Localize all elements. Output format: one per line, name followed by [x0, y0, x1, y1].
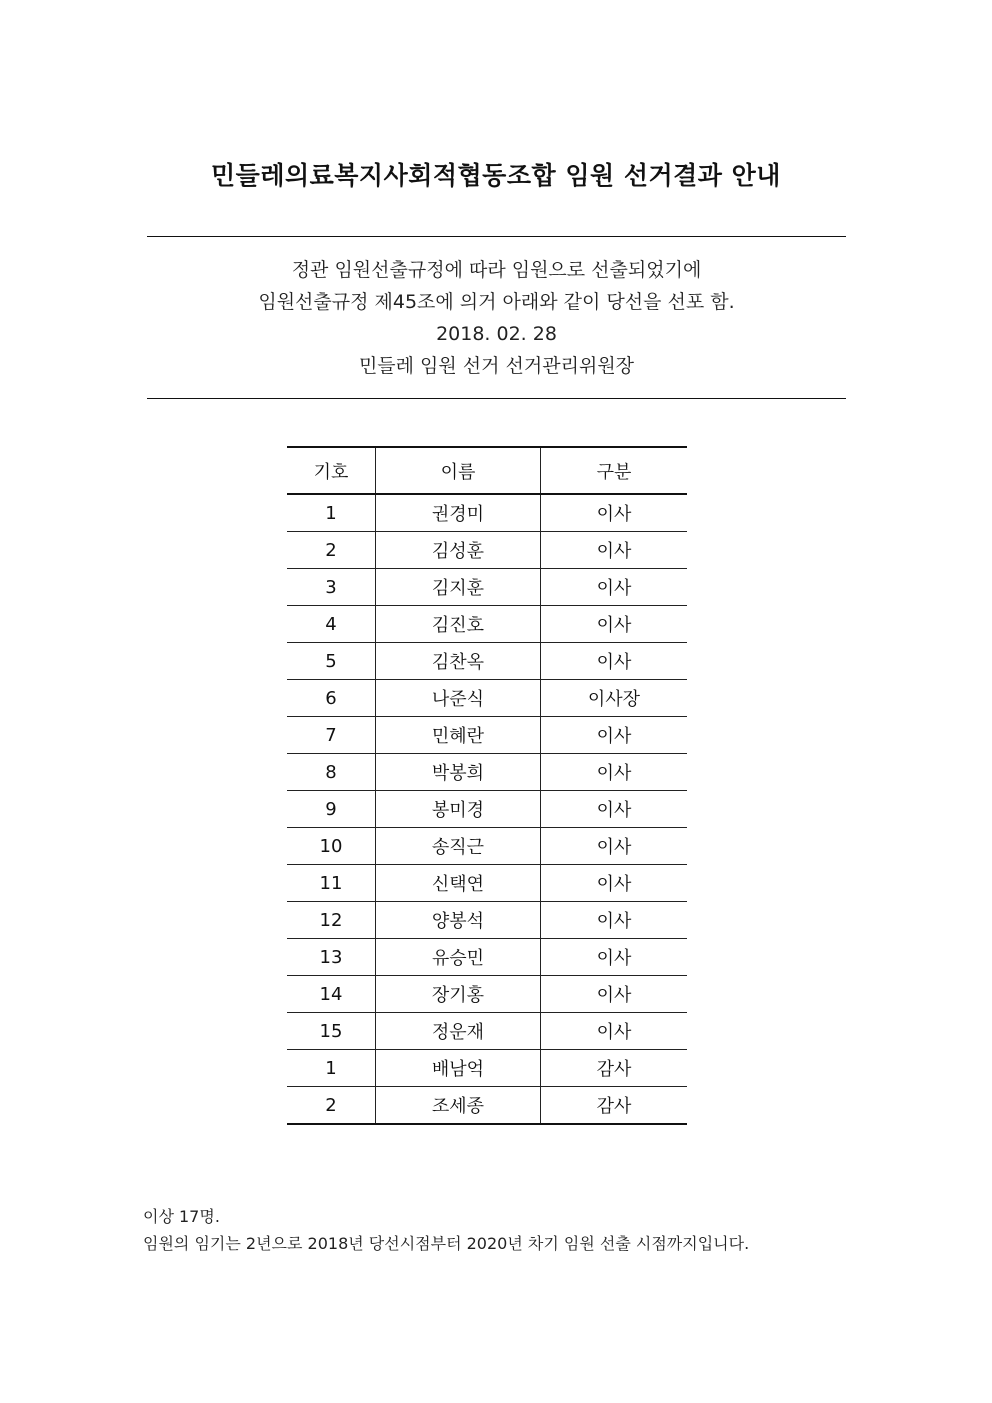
document-title: 민들레의료복지사회적협동조합 임원 선거결과 안내 [211, 161, 781, 190]
table-row [287, 1050, 687, 1087]
cell-number: 13 [287, 939, 376, 976]
cell-role: 이사 [541, 939, 688, 976]
cell-name: 신택연 [376, 865, 541, 902]
cell-number: 11 [287, 865, 376, 902]
cell-role: 이사 [541, 494, 688, 532]
cell-number: 1 [287, 494, 376, 532]
table-row [287, 754, 687, 791]
results-table-body [287, 494, 687, 1124]
notice-issuer: 민들레 임원 선거 선거관리위원장 [358, 355, 635, 377]
cell-number: 14 [287, 976, 376, 1013]
table-header-row [287, 447, 687, 494]
notice-line-2: 임원선출규정 제45조에 의거 아래와 같이 당선을 선포 함. [258, 291, 735, 313]
footnote-term: 임원의 임기는 2년으로 2018년 당선시점부터 2020년 차기 임원 선출 시점까지입니다. [143, 1234, 750, 1253]
cell-role: 이사 [541, 902, 688, 939]
table-row [287, 865, 687, 902]
notice-date: 2018. 02. 28 [436, 323, 557, 345]
cell-role: 감사 [541, 1087, 688, 1125]
cell-name: 송직근 [376, 828, 541, 865]
cell-number: 3 [287, 569, 376, 606]
table-row [287, 791, 687, 828]
cell-role: 이사 [541, 569, 688, 606]
cell-role: 이사 [541, 1013, 688, 1050]
cell-name: 박봉희 [376, 754, 541, 791]
cell-number: 7 [287, 717, 376, 754]
cell-number: 4 [287, 606, 376, 643]
cell-name: 배남억 [376, 1050, 541, 1087]
cell-name: 장기홍 [376, 976, 541, 1013]
table-row [287, 532, 687, 569]
cell-name: 김진호 [376, 606, 541, 643]
cell-number: 8 [287, 754, 376, 791]
cell-role: 이사 [541, 828, 688, 865]
cell-role: 이사 [541, 754, 688, 791]
header-name: 이름 [376, 447, 541, 494]
cell-role: 이사장 [541, 680, 688, 717]
cell-role: 이사 [541, 643, 688, 680]
cell-name: 김지훈 [376, 569, 541, 606]
cell-name: 정운재 [376, 1013, 541, 1050]
cell-role: 이사 [541, 606, 688, 643]
cell-number: 5 [287, 643, 376, 680]
cell-role: 이사 [541, 791, 688, 828]
cell-name: 조세종 [376, 1087, 541, 1125]
cell-name: 양봉석 [376, 902, 541, 939]
table-row [287, 1087, 687, 1125]
cell-number: 6 [287, 680, 376, 717]
footnote-total: 이상 17명. [143, 1207, 220, 1226]
table-row [287, 939, 687, 976]
cell-name: 민혜란 [376, 717, 541, 754]
cell-name: 나준식 [376, 680, 541, 717]
cell-number: 15 [287, 1013, 376, 1050]
table-row [287, 569, 687, 606]
table-row [287, 976, 687, 1013]
table-row [287, 606, 687, 643]
bottom-divider [147, 398, 846, 399]
cell-number: 10 [287, 828, 376, 865]
header-number: 기호 [287, 447, 376, 494]
table-row [287, 643, 687, 680]
table-row [287, 828, 687, 865]
cell-role: 이사 [541, 976, 688, 1013]
results-table [287, 446, 687, 1125]
table-row [287, 494, 687, 532]
cell-name: 유승민 [376, 939, 541, 976]
cell-role: 이사 [541, 532, 688, 569]
table-row [287, 1013, 687, 1050]
cell-number: 2 [287, 1087, 376, 1125]
cell-number: 9 [287, 791, 376, 828]
table-row [287, 902, 687, 939]
top-divider [147, 236, 846, 237]
cell-number: 1 [287, 1050, 376, 1087]
cell-name: 김찬옥 [376, 643, 541, 680]
header-role: 구분 [541, 447, 688, 494]
cell-number: 2 [287, 532, 376, 569]
table-row [287, 680, 687, 717]
cell-role: 이사 [541, 865, 688, 902]
cell-name: 김성훈 [376, 532, 541, 569]
cell-number: 12 [287, 902, 376, 939]
cell-role: 이사 [541, 717, 688, 754]
table-row [287, 717, 687, 754]
notice-line-1: 정관 임원선출규정에 따라 임원으로 선출되었기에 [291, 259, 702, 281]
cell-role: 감사 [541, 1050, 688, 1087]
cell-name: 권경미 [376, 494, 541, 532]
cell-name: 봉미경 [376, 791, 541, 828]
